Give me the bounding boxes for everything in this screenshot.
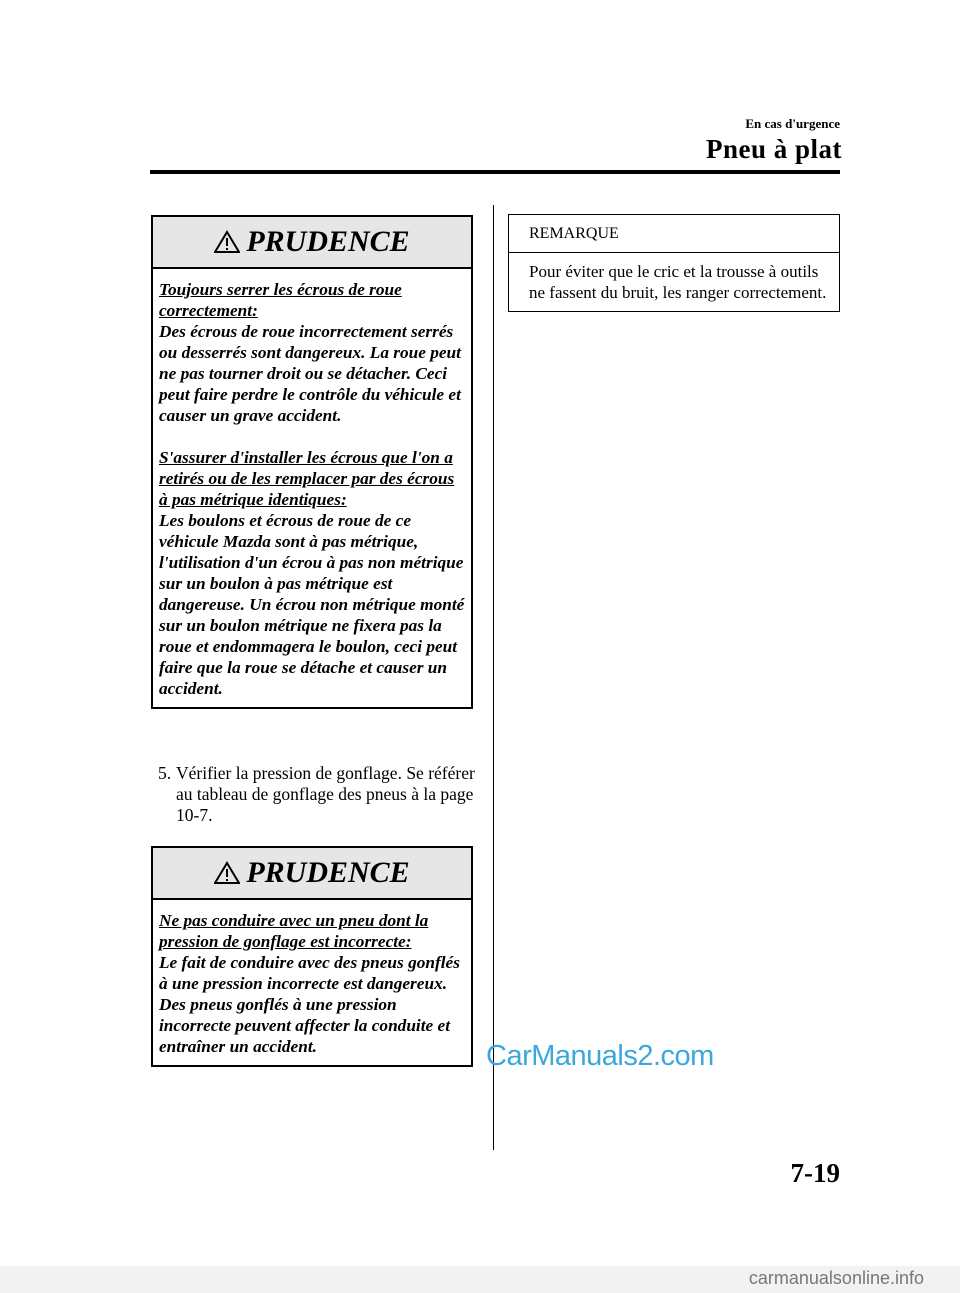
- watermark: CarManuals2.com: [486, 1040, 714, 1072]
- warning-triangle-icon: [214, 861, 240, 885]
- column-divider: [493, 205, 494, 1150]
- header-rule: [150, 170, 840, 174]
- caution-heading: Ne pas conduire avec un pneu dont la pression de gonflage est incorrecte:: [159, 911, 429, 951]
- note-label: REMARQUE: [509, 215, 839, 253]
- caution-header: [153, 848, 471, 900]
- caution-body: [153, 269, 471, 707]
- caution-body: [153, 900, 471, 1065]
- caution-text: Les boulons et écrous de roue de ce véhicule Mazda sont à pas métrique, l'utilisation d'un écrou à pas non métrique sur un boulon à pas métrique est dangereuse. Un écrou non métrique monté sur un boulon métrique ne fixera pas la roue et endommagera le boulon, ceci peut faire que la roue se détache et causer un accident.: [159, 511, 465, 698]
- caution-text: Des écrous de roue incorrectement serrés ou desserrés sont dangereux. La roue peut ne pas tourner droit ou se détacher. Ceci peut faire perdre le contrôle du véhicule et causer un grave accident.: [159, 322, 461, 425]
- caution-text: Le fait de conduire avec des pneus gonflés à une pression incorrecte est dangereux. Des pneus gonflés à une pression incorrecte peuvent affecter la conduite et entraîner un accident.: [159, 953, 460, 1056]
- caution-label: PRUDENCE: [246, 225, 410, 258]
- caution-heading: Toujours serrer les écrous de roue correctement:: [159, 280, 402, 320]
- footer-watermark: carmanualsonline.info: [748, 1268, 924, 1288]
- caution-heading: S'assurer d'installer les écrous que l'on a retirés ou de les remplacer par des écrous à pas métrique identiques:: [159, 448, 455, 509]
- page-number: 7-19: [790, 1158, 840, 1188]
- step-number: 5.: [158, 763, 172, 783]
- caution-box-wheel-nuts: [151, 215, 473, 709]
- caution-header: [153, 217, 471, 269]
- step-5: [158, 763, 478, 826]
- page-title: Pneu à plat: [705, 134, 842, 164]
- note-box: [508, 214, 840, 312]
- warning-triangle-icon: [214, 230, 240, 254]
- section-label: En cas d'urgence: [745, 116, 840, 131]
- caution-label: PRUDENCE: [246, 856, 410, 889]
- note-text: Pour éviter que le cric et la trousse à outils ne fassent du bruit, les ranger correctement.: [529, 262, 827, 302]
- step-text: Vérifier la pression de gonflage. Se référer au tableau de gonflage des pneus à la page 10-7.: [176, 763, 475, 825]
- caution-box-tire-pressure: [151, 846, 473, 1067]
